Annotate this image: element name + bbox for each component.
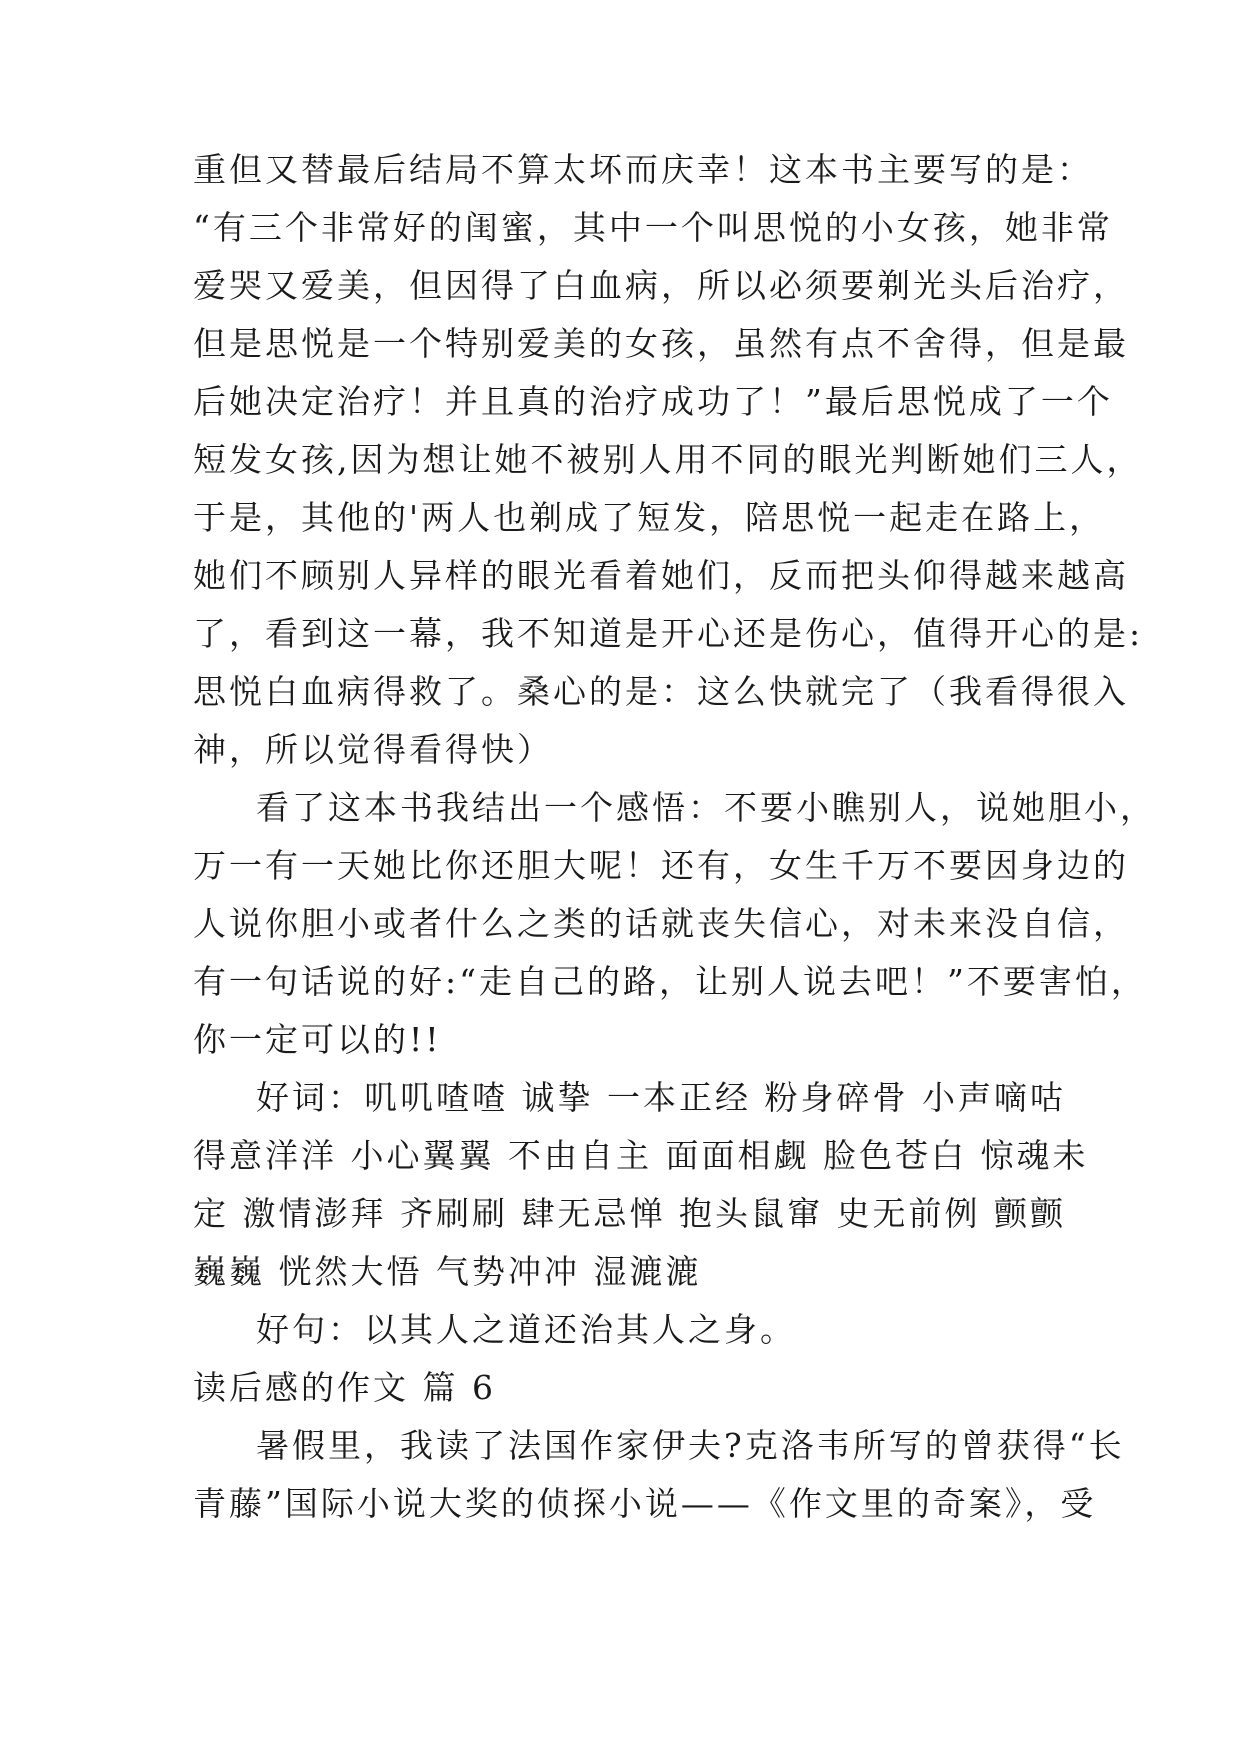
text-line: 万一有一天她比你还胆大呢！还有，女生千万不要因身边的: [193, 846, 1129, 885]
good-sentence-line: 好句：以其人之道还治其人之身。: [256, 1310, 796, 1349]
text-line: 了，看到这一幕，我不知道是开心还是伤心，值得开心的是:: [193, 614, 1144, 653]
paragraph-start-line: 看了这本书我结出一个感悟：不要小瞧别人，说她胆小，: [256, 788, 1156, 827]
text-line: 但是思悦是一个特别爱美的女孩，虽然有点不舍得，但是最: [193, 324, 1129, 363]
text-line: 思悦白血病得救了。桑心的是：这么快就完了（我看得很入: [193, 672, 1129, 711]
section-heading: 读后感的作文 篇 6: [193, 1368, 496, 1407]
text-line: 爱哭又爱美，但因得了白血病，所以必须要剃光头后治疗，: [193, 266, 1129, 305]
text-line: 神，所以觉得看得快）: [193, 730, 553, 769]
text-line: 后她决定治疗！并且真的治疗成功了！”最后思悦成了一个: [193, 382, 1113, 421]
text-line: 青藤”国际小说大奖的侦探小说——《作文里的奇案》，受: [193, 1484, 1097, 1523]
text-line: 巍巍 恍然大悟 气势冲冲 湿漉漉: [193, 1252, 702, 1291]
good-words-line: 好词：叽叽喳喳 诚挚 一本正经 粉身碎骨 小声嘀咕: [256, 1078, 1066, 1117]
text-line: 她们不顾别人异样的眼光看着她们，反而把头仰得越来越高: [193, 556, 1129, 595]
text-line: 于是，其他的'两人也剃成了短发，陪思悦一起走在路上，: [193, 498, 1106, 537]
text-line: 你一定可以的!!: [193, 1020, 442, 1059]
text-line: 重但又替最后结局不算太坏而庆幸！这本书主要写的是：: [193, 150, 1093, 189]
text-line: 有一句话说的好:“走自己的路，让别人说去吧！”不要害怕，: [193, 962, 1147, 1001]
text-line: “有三个非常好的闺蜜，其中一个叫思悦的小女孩，她非常: [193, 208, 1113, 247]
text-line: 人说你胆小或者什么之类的话就丧失信心，对未来没自信，: [193, 904, 1129, 943]
paragraph-start-line: 暑假里，我读了法国作家伊夫?克洛韦所写的曾获得“长: [256, 1426, 1125, 1465]
text-line: 定 激情澎拜 齐刷刷 肆无忌惮 抱头鼠窜 史无前例 颤颤: [193, 1194, 1066, 1233]
text-line: 短发女孩,因为想让她不被别人用不同的眼光判断她们三人，: [193, 440, 1143, 479]
text-line: 得意洋洋 小心翼翼 不由自主 面面相觑 脸色苍白 惊魂未: [193, 1136, 1089, 1175]
